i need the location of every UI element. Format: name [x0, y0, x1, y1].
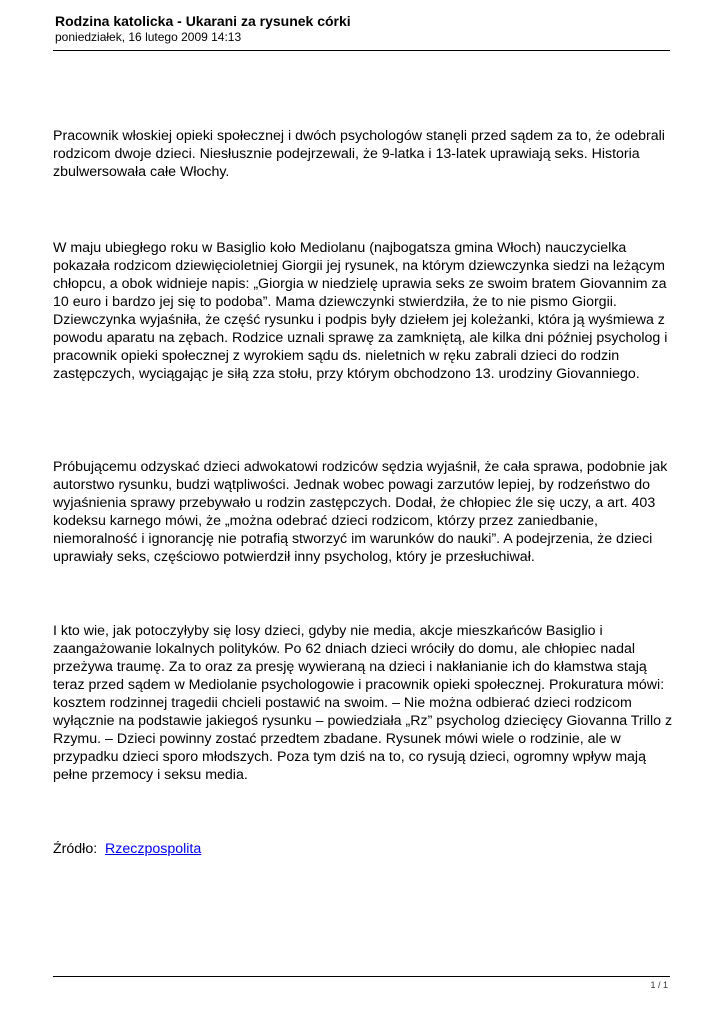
paragraph-4: I kto wie, jak potoczyłyby się losy dzieci, gdyby nie media, akcje mieszkańców Basiglio i zaangażowanie lokalnych polityków. Po 62 dniach dzieci wróciły do domu, ale chłopiec nadal przeżywa traumę. Za to oraz za presję wywieraną na dzieci i nakłanianie ich do kłamstwa stają teraz przed sądem w Mediolanie psychologowie i pracownik opieki społecznej. Prokuratura mówi: kosztem rodzinnej tragedii chcieli postawić na swoim. – Nie można odbierać dzieci rodzicom wyłącznie na podstawie jakiegoś rysunku – powiedziała „Rz” psycholog dziecięcy Giovanna Trillo z Rzymu. – Dzieci powinny zostać przedtem zbadane. Rysunek mówi wiele o rodzinie, ale w przypadku dzieci sporo młodszych. Poza tym dziś na to, co rysują dzieci, ogromny wpływ mają pełne przemocy i seksu media. — [53, 623, 673, 783]
paragraph-2: W maju ubiegłego roku w Basiglio koło Mediolanu (najbogatsza gmina Włoch) nauczycielka pokazała rodzicom dziewięcioletniej Giorgii jej rysunek, na którym dziewczynka siedzi na leżącym chłopcu, a obok widnieje napis: „Giorgia w niedzielę uprawia seks ze swoim bratem Giovannim za 10 euro i bardzo jej się to podoba”. Mama dziewczynki stwierdziła, że to nie pismo Giorgii. Dziewczynka wyjaśniła, że część rysunku i podpis były dziełem jej koleżanki, która ją wyśmiewa z powodu aparatu na zębach. Rodzice uznali sprawę za zamkniętą, ale kilka dni później psycholog i pracownik opieki społecznej z wyrokiem sądu ds. nieletnich w ręku zabrali dzieci do rodzin zastępczych, wyciągając je siłą zza stołu, przy którym obchodzono 13. urodziny Giovanniego. — [53, 240, 668, 382]
page-number: 1 / 1 — [650, 980, 668, 990]
source-line — [53, 840, 675, 858]
paragraph-1: Pracownik włoskiej opieki społecznej i dwóch psychologów stanęli przed sądem za to, że odebrali rodzicom dwoje dzieci. Niesłusznie podejrzewali, że 9-latka i 13-latek uprawiają seks. Historia zbulwersowała całe Włochy. — [53, 128, 665, 180]
document-date: poniedziałek, 16 lutego 2009 14:13 — [55, 30, 242, 44]
source-label: Źródło: — [53, 841, 98, 857]
header-divider — [53, 50, 670, 51]
paragraph-3: Próbującemu odzyskać dzieci adwokatowi rodziców sędzia wyjaśnił, że cała sprawa, podobnie jak autorstwo rysunku, budzi wątpliwości. Jednak wobec powagi zarzutów lepiej, by rodzeństwo do wyjaśnienia sprawy przebywało u rodzin zastępczych. Dodał, że chłopiec źle się uczy, a art. 403 kodeksu karnego mówi, że „można odebrać dzieci rodzicom, którzy przez zaniedbanie, niemoralność i ignorancję nie potrafią stworzyć im warunków do nauki”. A podejrzenia, że dzieci uprawiały seks, częściowo potwierdził inny psycholog, który je przesłuchiwał. — [53, 459, 668, 565]
document-header — [55, 13, 670, 45]
footer-divider — [53, 976, 670, 977]
document-title: Rodzina katolicka - Ukarani za rysunek córki — [55, 13, 351, 29]
source-link[interactable]: Rzeczpospolita — [105, 841, 202, 857]
